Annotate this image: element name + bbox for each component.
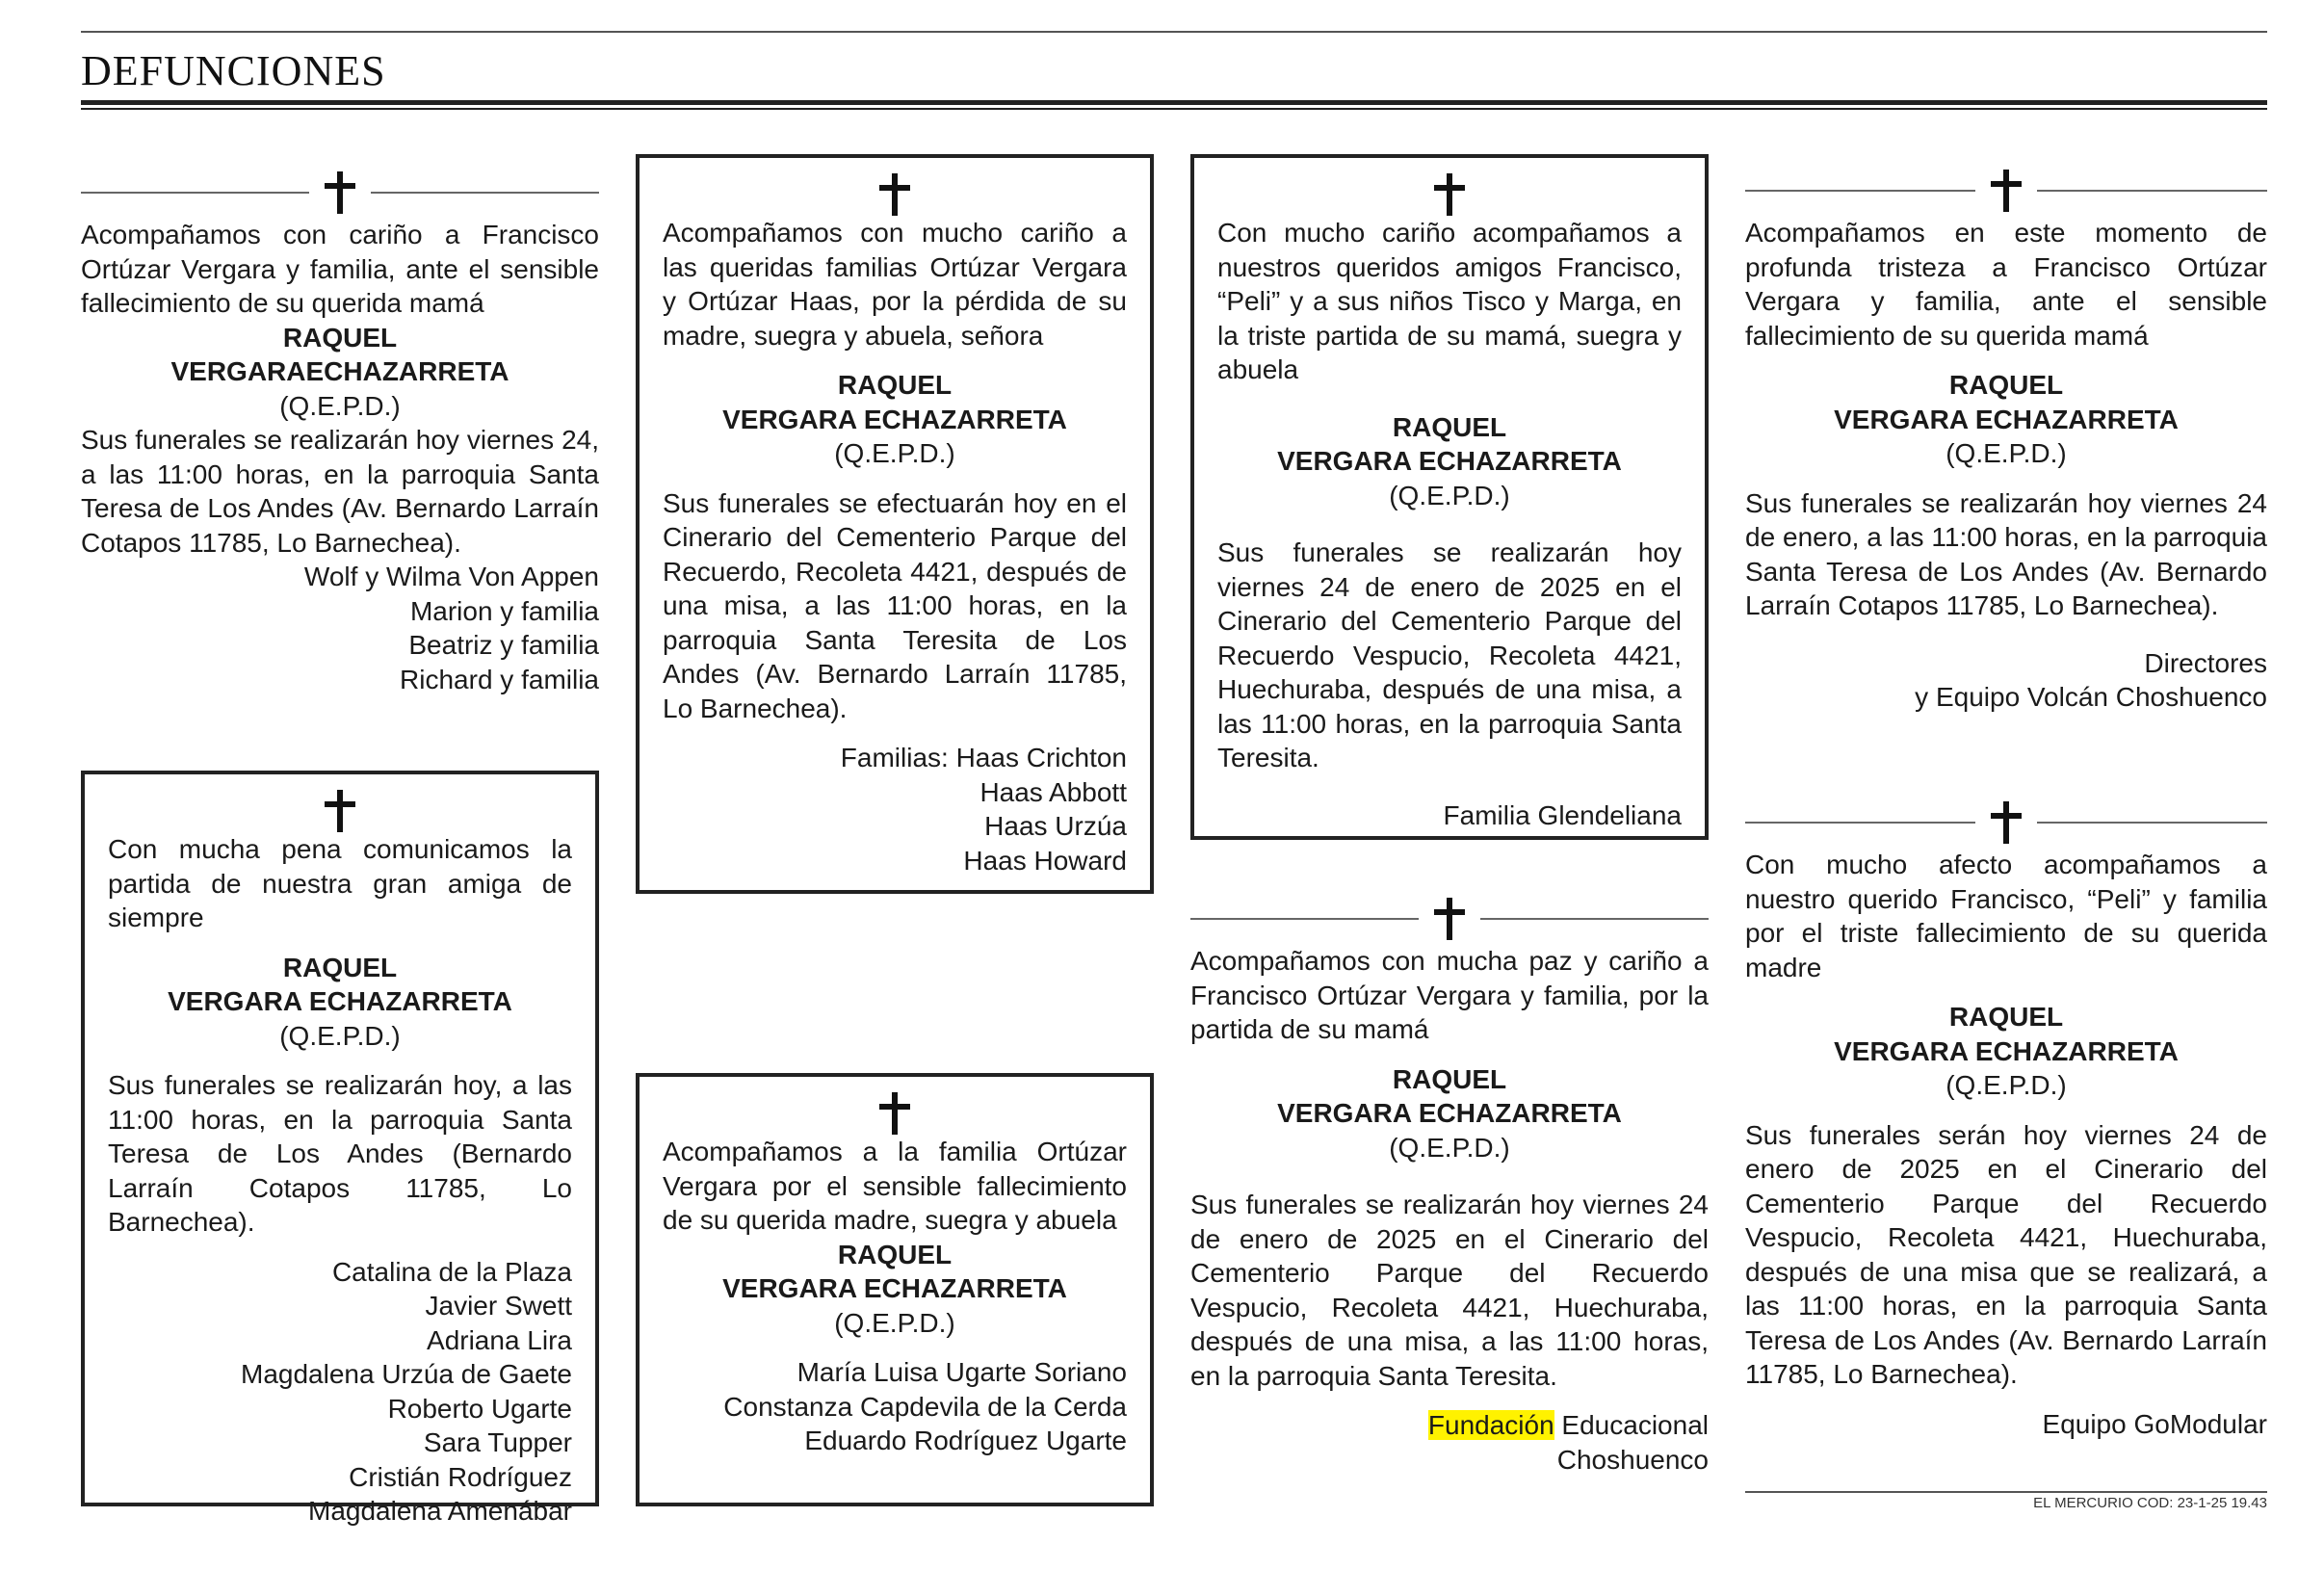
deceased-first-name: RAQUEL <box>1948 1002 2064 1032</box>
obituary-notice <box>1190 154 1709 840</box>
highlighted-word: Fundación <box>1427 1410 1554 1440</box>
signature-rest: Educacional <box>1554 1410 1709 1440</box>
cross-header <box>663 1092 1127 1135</box>
notice-text: Con mucha pena comunicamos la partida de nuestra gran amiga de siempre <box>108 834 572 932</box>
deceased-first-name: RAQUEL <box>1392 1063 1507 1094</box>
qepd: (Q.E.P.D.) <box>279 1020 401 1051</box>
funeral-details: Sus funerales se realizarán hoy viernes 24 de enero de 2025 en el Cinerario del Cementerio Parque del Recuerdo Vespucio, Recoleta 4421, Huechuraba, después de una misa, a las 11:00 horas, en la parroquia Santa Teresita. <box>1217 537 1682 772</box>
signature: Beatriz y familia <box>408 630 599 660</box>
signature: Directores <box>2144 647 2267 678</box>
qepd: (Q.E.P.D.) <box>1945 438 2067 468</box>
funeral-details: Sus funerales se realizarán hoy viernes 24, a las 11:00 horas, en la parroquia Santa Teresa de Los Andes (Av. Bernardo Larraín Cotapos 11785, Lo Barnechea). <box>81 425 599 558</box>
signature: Cristián Rodríguez <box>349 1461 572 1492</box>
signature: Eduardo Rodríguez Ugarte <box>804 1426 1127 1455</box>
cross-header <box>1190 894 1709 944</box>
signature: Familias: Haas Crichton <box>840 743 1127 772</box>
funeral-details: Sus funerales se realizarán hoy viernes 24 de enero de 2025 en el Cinerario del Cementerio Parque del Recuerdo Vespucio, Recoleta 4421, Huechuraba, después de una misa, a las 11:00 horas, en la parroquia Santa Teresita. <box>1190 1190 1709 1391</box>
signature: Sara Tupper <box>423 1427 572 1457</box>
signature: Wolf y Wilma Von Appen <box>303 562 599 591</box>
footer-rule <box>1745 1491 2267 1493</box>
signature: Haas Howard <box>963 845 1127 876</box>
funeral-details: Sus funerales se efectuarán hoy en el Cinerario del Cementerio Parque del Recuerdo, Recoleta 4421, después de una misa, a las 11:00 horas, en la parroquia Santa Teresita de Los Andes (Av. Bernardo Larraín 11785, Lo Barnechea). <box>663 487 1127 723</box>
cross-icon <box>1975 798 2037 848</box>
signature: Roberto Ugarte <box>387 1393 572 1424</box>
top-rule <box>81 31 2267 33</box>
deceased-surname: VERGARAECHAZARRETA <box>170 356 509 386</box>
notice-text: Con mucho cariño acompañamos a nuestros queridos amigos Francisco, “Peli” y a sus niños Tisco y Marga, en la triste partida de su mamá, suegra y abuela <box>1217 218 1682 384</box>
signature: y Equipo Volcán Choshuenco <box>1915 682 2267 712</box>
qepd: (Q.E.P.D.) <box>834 1307 955 1338</box>
obituary-notice <box>1745 798 2267 1441</box>
cross-icon <box>864 170 926 220</box>
signature <box>1190 1408 1709 1443</box>
deceased-first-name: RAQUEL <box>837 1239 953 1269</box>
signature: Haas Abbott <box>979 776 1127 807</box>
qepd: (Q.E.P.D.) <box>834 438 955 468</box>
signature: Adriana Lira <box>427 1324 572 1355</box>
section-title: DEFUNCIONES <box>81 47 386 94</box>
signature: Equipo GoModular <box>2042 1408 2267 1439</box>
qepd: (Q.E.P.D.) <box>1389 480 1510 510</box>
funeral-details: Sus funerales serán hoy viernes 24 de enero de 2025 en el Cinerario del Cementerio Parque del Recuerdo Vespucio, Recoleta 4421, Huechuraba, después de una misa que se realizará, a las 11:00 horas, en la parroquia Santa Teresa de Los Andes (Av. Bernardo Larraín 11785, Lo Barnechea). <box>1745 1119 2267 1389</box>
deceased-surname: VERGARA ECHAZARRETA <box>722 1273 1067 1303</box>
obituary-notice <box>636 1073 1154 1506</box>
deceased-first-name: RAQUEL <box>282 322 398 353</box>
cross-header <box>108 790 572 832</box>
cross-icon <box>309 786 371 836</box>
signature: Magdalena Amenábar <box>308 1496 572 1526</box>
cross-header <box>663 173 1127 216</box>
deceased-surname: VERGARA ECHAZARRETA <box>1834 1035 2179 1066</box>
cross-header <box>81 168 599 218</box>
cross-icon <box>1975 166 2037 216</box>
cross-header <box>1745 798 2267 848</box>
signature: Constanza Capdevila de la Cerda <box>723 1391 1127 1422</box>
notice-text: Acompañamos con mucho cariño a las queridas familias Ortúzar Vergara y Ortúzar Haas, por la pérdida de su madre, suegra y abuela, señora <box>663 218 1127 351</box>
title-rule-thin <box>81 108 2267 110</box>
notice-text: Acompañamos con cariño a Francisco Ortúzar Vergara y familia, ante el sensible fallecimiento de su querida mamá <box>81 220 599 318</box>
deceased-first-name: RAQUEL <box>1392 411 1507 442</box>
signature: Javier Swett <box>425 1291 572 1321</box>
signature: Choshuenco <box>1556 1444 1709 1475</box>
funeral-details: Sus funerales se realizarán hoy, a las 11:00 horas, en la parroquia Santa Teresa de Los Andes (Bernardo Larraín Cotapos 11785, Lo Barnechea). <box>108 1070 572 1237</box>
title-rule-thick <box>81 100 2267 105</box>
signature: Catalina de la Plaza <box>331 1256 572 1287</box>
signature: Haas Urzúa <box>984 811 1127 841</box>
publication-code: EL MERCURIO COD: 23-1-25 19.43 <box>2033 1495 2267 1511</box>
signature: Familia Glendeliana <box>1443 799 1682 830</box>
notice-text: Acompañamos a la familia Ortúzar Vergara por el sensible fallecimiento de su querida madre, suegra y abuela <box>663 1137 1127 1235</box>
notice-text: Acompañamos con mucha paz y cariño a Francisco Ortúzar Vergara y familia, por la partida de su mamá <box>1190 946 1709 1044</box>
deceased-first-name: RAQUEL <box>1948 370 2064 400</box>
funeral-details: Sus funerales se realizarán hoy viernes 24 de enero, a las 11:00 horas, en la parroquia Santa Teresa de Los Andes (Av. Bernardo Larraín Cotapos 11785, Lo Barnechea). <box>1745 487 2267 620</box>
cross-icon <box>1419 170 1480 220</box>
cross-icon <box>309 168 371 218</box>
deceased-surname: VERGARA ECHAZARRETA <box>168 986 512 1016</box>
qepd: (Q.E.P.D.) <box>1389 1132 1510 1163</box>
cross-header <box>1217 173 1682 216</box>
signature: Magdalena Urzúa de Gaete <box>241 1359 572 1389</box>
signature: Marion y familia <box>409 595 599 626</box>
notice-text: Con mucho afecto acompañamos a nuestro querido Francisco, “Peli” y familia por el triste fallecimiento de su querida madre <box>1745 850 2267 982</box>
deceased-surname: VERGARA ECHAZARRETA <box>1277 1098 1622 1128</box>
cross-header <box>1745 166 2267 216</box>
deceased-surname: VERGARA ECHAZARRETA <box>1834 404 2179 434</box>
obituary-notice <box>81 168 599 696</box>
cross-icon <box>1419 894 1480 944</box>
obituary-notice <box>636 154 1154 894</box>
deceased-first-name: RAQUEL <box>282 952 398 982</box>
obituary-notice <box>1190 894 1709 1477</box>
signature: Richard y familia <box>400 664 599 694</box>
qepd: (Q.E.P.D.) <box>1945 1070 2067 1100</box>
deceased-surname: VERGARA ECHAZARRETA <box>1277 446 1622 476</box>
cross-icon <box>864 1088 926 1138</box>
qepd: (Q.E.P.D.) <box>279 390 401 421</box>
deceased-surname: VERGARA ECHAZARRETA <box>722 404 1067 434</box>
deceased-first-name: RAQUEL <box>837 370 953 400</box>
notice-text: Acompañamos en este momento de profunda tristeza a Francisco Ortúzar Vergara y familia, ante el sensible fallecimiento de su querida mamá <box>1745 218 2267 351</box>
signature: María Luisa Ugarte Soriano <box>796 1357 1127 1387</box>
obituary-notice <box>1745 166 2267 715</box>
obituary-notice <box>81 771 599 1526</box>
